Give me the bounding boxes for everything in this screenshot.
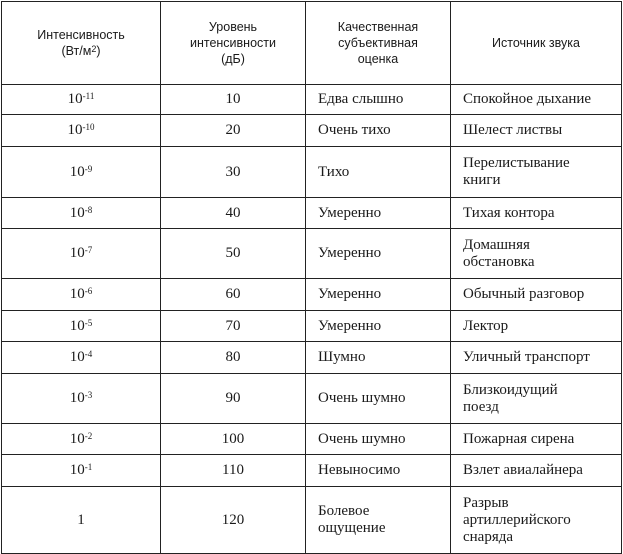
db-cell: 70 [161, 311, 306, 342]
header-intensity [2, 2, 161, 85]
intensity-base: 10 [69, 390, 85, 406]
intensity-base: 10 [69, 349, 85, 365]
assessment-text: Невыносимо [318, 462, 401, 478]
source-text: Перелистывание книги [463, 155, 570, 188]
assessment-text: Болевое ощущение [318, 503, 386, 536]
intensity-exponent: -4 [84, 349, 93, 359]
assessment-text: Тихо [318, 163, 350, 180]
intensity-exponent: -7 [84, 245, 93, 255]
assessment-text: Умеренно [318, 286, 382, 302]
intensity-base: 10 [69, 245, 85, 261]
header-level [161, 2, 306, 85]
intensity-cell [2, 85, 161, 115]
source-cell [451, 487, 622, 554]
db-cell: 120 [161, 487, 306, 554]
table-row [2, 455, 622, 487]
assessment-cell [306, 342, 451, 374]
intensity-base: 10 [67, 91, 83, 107]
source-cell [451, 279, 622, 311]
assessment-cell [306, 85, 451, 115]
assessment-text: Едва слышно [318, 91, 404, 107]
table-row [2, 424, 622, 455]
intensity-exponent: -6 [84, 286, 93, 296]
source-cell [451, 374, 622, 424]
db-cell: 110 [161, 455, 306, 487]
assessment-cell [306, 487, 451, 554]
assessment-text: Шумно [318, 349, 366, 365]
source-text: Пожарная сирена [463, 430, 575, 447]
intensity-exponent: -3 [84, 390, 93, 400]
intensity-base: 10 [69, 462, 85, 478]
intensity-cell [2, 198, 161, 229]
intensity-base: 10 [69, 430, 85, 447]
intensity-exponent: -10 [82, 122, 95, 132]
intensity-cell [2, 279, 161, 311]
assessment-cell [306, 279, 451, 311]
table-row [2, 229, 622, 279]
header-row [2, 2, 622, 85]
intensity-base: 10 [69, 286, 85, 302]
assessment-cell [306, 115, 451, 147]
table-row [2, 85, 622, 115]
header-assessment-label: Качественная субъективная оценка [337, 20, 419, 66]
source-text: Взлет авиалайнера [463, 462, 583, 478]
source-text: Тихая контора [463, 204, 555, 221]
intensity-cell [2, 229, 161, 279]
db-cell: 40 [161, 198, 306, 229]
source-text: Близкоидущий поезд [463, 381, 558, 415]
table-row [2, 279, 622, 311]
assessment-cell [306, 374, 451, 424]
assessment-text: Очень шумно [318, 430, 406, 447]
db-cell: 80 [161, 342, 306, 374]
source-cell [451, 455, 622, 487]
table-row [2, 147, 622, 198]
source-text: Спокойное дыхание [463, 91, 592, 107]
intensity-base: 10 [69, 163, 85, 180]
header-intensity-unit-close: ) [96, 44, 101, 58]
header-intensity-unit-exp: 2 [91, 44, 97, 54]
assessment-text: Умеренно [318, 204, 382, 221]
table-row [2, 342, 622, 374]
table-row [2, 487, 622, 554]
intensity-exponent: -9 [84, 163, 93, 174]
source-text: Лектор [463, 317, 509, 334]
table-row [2, 311, 622, 342]
db-cell: 10 [161, 85, 306, 115]
assessment-cell [306, 198, 451, 229]
source-text: Уличный транспорт [463, 349, 590, 365]
header-assessment [306, 2, 451, 85]
assessment-cell [306, 229, 451, 279]
db-cell: 100 [161, 424, 306, 455]
source-cell [451, 147, 622, 198]
assessment-cell [306, 147, 451, 198]
assessment-text: Умеренно [318, 317, 382, 334]
table-row [2, 374, 622, 424]
db-cell: 90 [161, 374, 306, 424]
source-cell [451, 342, 622, 374]
assessment-text: Очень тихо [318, 122, 391, 138]
intensity-cell [2, 147, 161, 198]
db-cell: 20 [161, 115, 306, 147]
table-row [2, 115, 622, 147]
source-cell [451, 115, 622, 147]
assessment-text: Умеренно [318, 245, 382, 261]
sound-intensity-table [1, 1, 622, 554]
header-intensity-label: Интенсивность [37, 28, 125, 42]
assessment-cell [306, 311, 451, 342]
header-source [451, 2, 622, 85]
db-cell: 50 [161, 229, 306, 279]
intensity-exponent: -2 [84, 430, 93, 441]
intensity-exponent: -5 [84, 317, 93, 328]
source-text: Разрыв артиллерийского снаряда [463, 494, 571, 545]
assessment-cell [306, 455, 451, 487]
source-cell [451, 229, 622, 279]
header-level-label: Уровень интенсивности (дБ) [189, 20, 276, 66]
db-cell: 60 [161, 279, 306, 311]
intensity-cell [2, 342, 161, 374]
intensity-base: 10 [67, 122, 83, 138]
table-row [2, 198, 622, 229]
source-cell [451, 424, 622, 455]
intensity-base: 10 [69, 204, 85, 221]
assessment-text: Очень шумно [318, 390, 406, 406]
source-cell [451, 311, 622, 342]
header-intensity-unit: (Вт/м [61, 44, 92, 58]
source-text: Шелест листвы [463, 122, 563, 138]
intensity-exponent: -8 [84, 204, 93, 215]
intensity-cell [2, 424, 161, 455]
intensity-cell [2, 115, 161, 147]
intensity-cell [2, 374, 161, 424]
header-source-label: Источник звука [492, 36, 580, 50]
intensity-base: 10 [69, 317, 85, 334]
db-cell: 30 [161, 147, 306, 198]
source-cell [451, 198, 622, 229]
source-text: Обычный разговор [463, 286, 585, 302]
intensity-exponent: -1 [84, 462, 93, 472]
intensity-cell [2, 311, 161, 342]
intensity-base: 1 [77, 511, 85, 528]
intensity-exponent: -11 [82, 91, 95, 101]
source-cell [451, 85, 622, 115]
assessment-cell [306, 424, 451, 455]
source-text: Домашняя обстановка [463, 236, 535, 270]
intensity-cell [2, 455, 161, 487]
intensity-cell [2, 487, 161, 554]
